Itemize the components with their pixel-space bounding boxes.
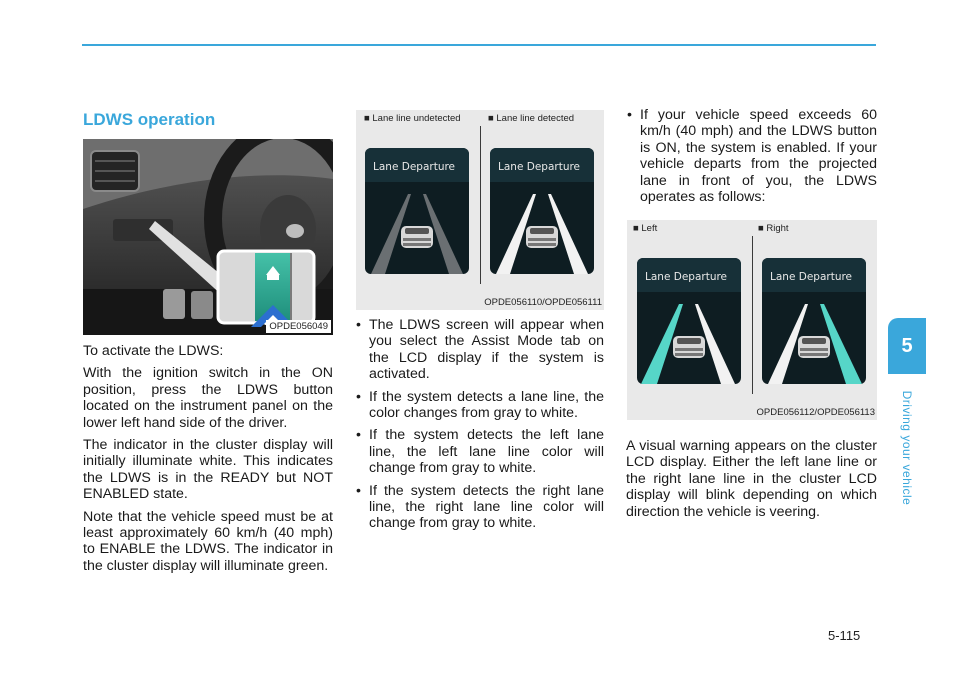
paragraph: To activate the LDWS:: [83, 343, 224, 359]
figure-divider: [752, 236, 753, 394]
bullet-item: • If the system detects the right lane line, the right lane line color will change from gray to white.: [355, 483, 604, 532]
figure-label-left: ■ Left: [633, 223, 658, 234]
figure-label-right: ■ Right: [758, 223, 789, 234]
lcd-screen-undetected: [365, 148, 469, 274]
section-title: LDWS operation: [83, 110, 216, 129]
column-1: [83, 343, 333, 580]
paragraph: A visual warning appears on the cluster LCD display. Either the left lane line or the right lane line in the cluster LCD display will blink depending on which direction the vehicle is veering.: [626, 438, 877, 520]
screen-title: Lane Departure: [770, 271, 853, 283]
screen-title: Lane Departure: [645, 271, 728, 283]
paragraph: The indicator in the cluster display will initially illuminate white. This indicates the LDWS is in the READY but NOT ENABLED state.: [83, 437, 333, 503]
figure-label-undetected: ■ Lane line undetected: [364, 113, 461, 124]
chapter-title: Driving your vehicle: [900, 390, 914, 506]
top-rule: [82, 44, 876, 46]
bullet-item: • The LDWS screen will appear when you select the Assist Mode tab on the LCD display if the system is activated.: [355, 317, 604, 383]
figure-caption: OPDE056112/OPDE056113: [756, 407, 875, 418]
figure-label-detected: ■ Lane line detected: [488, 113, 575, 124]
lcd-screen-detected: [490, 148, 594, 274]
screen-title: Lane Departure: [373, 161, 456, 173]
bullet-list: [626, 107, 877, 205]
column-2: [355, 317, 604, 538]
chapter-side-title: [898, 392, 916, 504]
figure-divider: [480, 126, 481, 284]
bullet-item: • If the system detects a lane line, the color changes from gray to white.: [355, 389, 604, 422]
bullet-item: • If the system detects the left lane line, the left lane line color will change from gray to white.: [355, 427, 604, 476]
figure-lane-departure-warning: [627, 220, 877, 420]
bullet-list: [355, 317, 604, 532]
lcd-screen-left-warning: [637, 258, 741, 384]
photo-caption: OPDE056049: [266, 320, 331, 333]
lcd-screen-right-warning: [762, 258, 866, 384]
screen-title: Lane Departure: [498, 161, 581, 173]
bullet-item: • If your vehicle speed exceeds 60 km/h (40 mph) and the LDWS button is ON, the system is enabled. If your vehicle departs from the projected lane in front of you, the LDWS operates as follows:: [626, 107, 877, 205]
figure-caption: OPDE056110/OPDE056111: [484, 297, 602, 308]
page-number: 5-115: [828, 628, 861, 643]
paragraph: Note that the vehicle speed must be at least approximately 60 km/h (40 mph) to ENABLE the LDWS. The indicator in the cluster display will illuminate green.: [83, 508, 333, 574]
figure-lane-line-states: [356, 110, 604, 310]
paragraph: With the ignition switch in the ON position, press the LDWS button located on the instrument panel on the lower left hand side of the driver.: [83, 365, 333, 431]
dashboard-photo: [83, 139, 333, 335]
chapter-tab: 5: [888, 318, 926, 374]
